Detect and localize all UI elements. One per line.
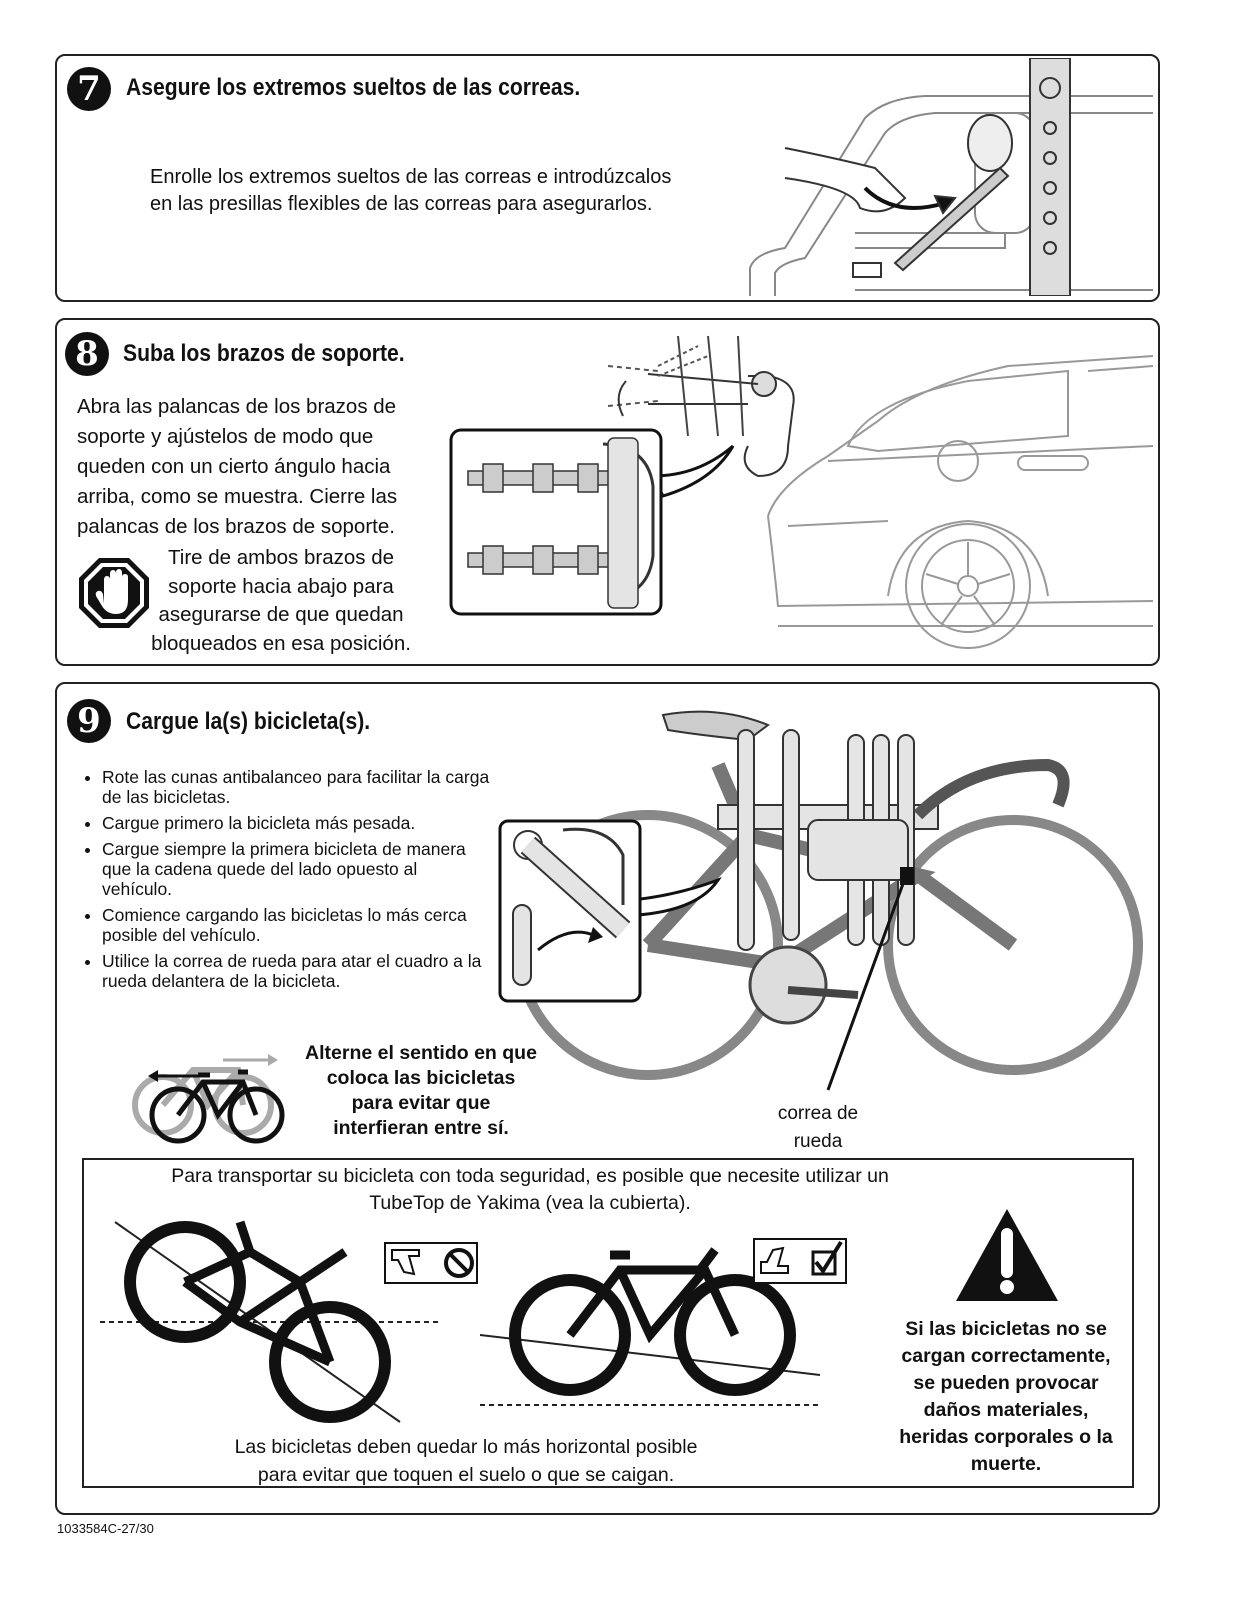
list-item: • Cargue siempre la primera bicicleta de manera que la cadena quede del lado opuesto al vehículo. [102, 839, 492, 899]
page-code: 1033584C-27/30 [57, 1521, 154, 1536]
list-item: • Comience cargando las bicicletas lo más cerca posible del vehículo. [102, 905, 492, 945]
wheel-strap-label-line2: rueda [793, 1131, 843, 1152]
horizontal-note-line2: para evitar que toquen el suelo o que se caigan. [257, 1464, 675, 1486]
list-item: • Rote las cunas antibalanceo para facilitar la carga de las bicicletas. [102, 767, 492, 807]
thumbs-up-check-icon [753, 1238, 847, 1284]
list-item: • Utilice la correa de rueda para atar el cuadro a la rueda delantera de la bicicleta. [102, 951, 492, 991]
tubetop-text-line1: Para transportar su bicicleta con toda seguridad, es posible que necesite utilizar un [171, 1165, 889, 1187]
step-8-text: Abra las palancas de los brazos de soporte y ajústelos de modo que queden con un cierto ángulo hacia arriba, como se muestra. Cierre las palancas de los brazos de soporte. [77, 395, 398, 538]
step-9-bullet-list [80, 767, 492, 997]
step-8-number: 8 [65, 332, 109, 376]
safety-warning-text: Si las bicicletas no se cargan correctamente, se pueden provocar daños materiales, heridas corporales o la muerte. [899, 1318, 1113, 1475]
alternate-direction-note: Alterne el sentido en que coloca las bicicletas para evitar que interfieran entre sí. [305, 1042, 537, 1139]
step-8-illustration [448, 326, 1153, 658]
step-8-title: Suba los brazos de soporte. [123, 340, 405, 367]
alternating-bikes-icon [128, 1040, 293, 1145]
warning-triangle-icon [953, 1206, 1061, 1304]
step-7-title: Asegure los extremos sueltos de las correas. [126, 74, 581, 101]
tubetop-text-line2: TubeTop de Yakima (vea la cubierta). [369, 1192, 691, 1214]
step-7-number: 7 [67, 67, 111, 111]
list-item: • Cargue primero la bicicleta más pesada. [102, 813, 492, 833]
step-8-warning: Tire de ambos brazos de soporte hacia abajo para asegurarse de que quedan bloqueados en esa posición. [151, 546, 411, 655]
step-9-title: Cargue la(s) bicicleta(s). [126, 708, 371, 735]
thumbs-down-no-icon [384, 1242, 478, 1284]
bike-loading-illustration [498, 705, 1148, 1105]
wheel-strap-label-line1: correa de [777, 1103, 859, 1124]
horizontal-note-line1: Las bicicletas deben quedar lo más horizontal posible [234, 1436, 698, 1458]
step-9-number: 9 [67, 699, 111, 743]
step-7-text-line1: Enrolle los extremos sueltos de las correas e introdúzcalos [150, 166, 672, 188]
step-7-text-line2: en las presillas flexibles de las correas para asegurarlos. [150, 193, 653, 215]
step-7-illustration [745, 58, 1153, 296]
